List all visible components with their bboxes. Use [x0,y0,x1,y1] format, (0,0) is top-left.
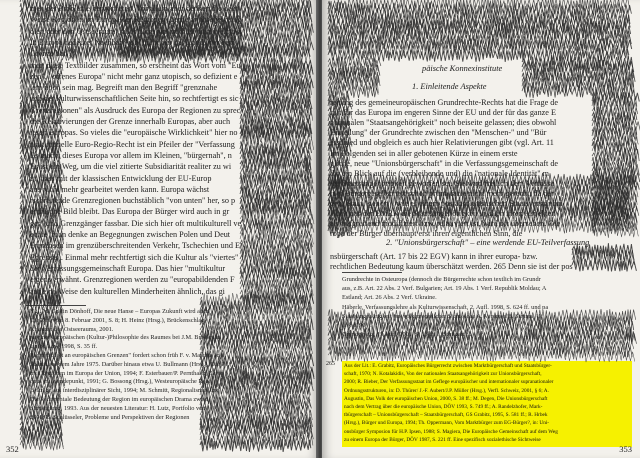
footnote-line: Staatsangehörigkeit aus völkerrechtlicher Sicht siehe A. Verdross/B. Simma, Ui [342,312,543,320]
pen-scribble [240,237,313,251]
pen-scribble [572,258,636,271]
highlighted-footnote-line: zu einem Europa der Bürger, DÖV 1987, S. 221 ff. Eine spezifisch sozialethische Sichtweise [344,436,541,443]
right-page-number: 353 [619,444,632,454]
footnote-line: Partnerschaft an europäischen Grenzen" fordert schon früh F. v. Malchus in s [30,352,224,359]
body-line: eigens erwähnt. Grenzregionen werden zu "europabildenden F [30,275,235,285]
pen-scribble [328,105,349,118]
footnote-line: Kulturen des Ostseeraums, 2001. [30,325,114,333]
left-page [0,0,318,458]
footnote-line: Union Law, 1998, S. 35 ff. [30,343,98,351]
highlighted-footnote-line: nach dem Vertrag über die europäische Union, DÖV 1993, S. 749 ff.; A. Randelzhofer, Mark- [344,404,543,410]
body-line: die Relativierungen der Grenze innerhalb Europas, aber auch [30,117,231,126]
footnote-number: 265 [326,361,335,367]
highlighted-footnote-line: Ordnungsstrukturen, in: D. Thürer/ J.-F. Aubert/J.P. Müller (Hrsg.), Verfl. Schweiz, 2001, § 6; A. [344,387,549,394]
running-head: päische Konnexinstitute [422,64,503,73]
footnote-line: Estland; Art. 26 Abs. 2 Verf. Ukraine. [342,294,437,302]
footnote-line: Die kontinentale Bedeutung der Region im europäischen Drama zwisc [30,396,208,403]
body-line: Es ist ein Weg, um die viel zitierte Subsidiarität realiter zu wi [30,162,232,172]
section-1-heading: 1. Einleitende Aspekte [412,82,487,91]
body-line: Auch das der EMRK die Staatsangehörigkeit in allen ihren Aspekten [330,209,556,219]
body-line: iesen Europas. So vieles die "europäische Wirklichkeit" hier no [30,128,238,138]
left-page-number: 352 [6,444,19,454]
body-line: ger" und Grenzgänger fassbar. Die sich hier oft multikulturell ve [30,218,242,228]
body-line: reitung des gemeineuropäischen Grundrechte-Rechts hat die Frage de [330,98,559,107]
highlighted-footnote-line: 2000; R. Bieber, Der Verfassungsstaat im Geflege europäischer und internationaler supranationaler [344,379,554,386]
footnote-line: Beiträge aus interdisziplinärer Sicht, 1994; M. Schmitt, Regionalismus und [30,387,220,395]
right-scribble-overlay [322,0,640,458]
pen-scribble [240,227,311,241]
body-line: zen", "offenes Europa" nicht mehr ganz utopisch, so defizient e [30,71,238,81]
footnote-line: Vgl. M. Gräfin Dönhoff, Die neue Hanse – Europas Zukunft wird auch [30,308,209,315]
body-line: nationalen "Staatsangehörigkeit" noch beiseite gelassen; dies obwohl [330,118,557,128]
body-line: gliche, neue "Unionsbürgerschaft" in die Verfassungsgemeinschaft de [330,158,559,168]
body-line: Im Folgenden sei in aller gebotenen Kürze in einem erste [330,148,518,158]
highlighted-footnote-line: Aus der Lit.: E. Grabitz, Europäisches Bürgerrecht zwischen Marktbürgerschaft und Staatsbürger- [344,363,552,369]
body-line: lem noch sein mag. Begreift man den Begriff "grenznahe [30,83,218,93]
body-line: ropa der Bürger überhaupt erst ihren eigentlichen Sinn, die [330,229,523,239]
footnote-line: Schrift aus dem Jahre 1975. Darüber hinaus etwa U. Bullmann (Hrsg.), Die P [30,360,225,368]
highlighted-footnote-line: Augustin, Das Volk der europäischen Union, 2000, S. 38 ff.; M. Degen, Die Unionsbürgerschaft [344,395,548,402]
body-line: nsbürgerschaft (Art. 17 bis 22 EGV) kann in ihrer europa- bzw. [330,252,538,261]
highlighted-footnote-line: (Hrsg.), Bürger und Europa, 1994; Th. Oppermann, Vom Marktbürger zum EG-Bürger?, in: Uni- [344,420,550,427]
body-line: Weise Regionen im Europa der Regionen) gerne an ihre jeweilig [30,15,242,25]
body-line: auf eine Weise den kulturellen Minderheiten ähnlich, das gi [30,286,225,296]
body-line: Grenze hat(?) [30,49,75,59]
body-line: rechtlichen Bedeutung kaum überschätzt werden. 265 Denn sie ist der pos [330,262,573,272]
highlighted-footnote-line: tbürgerschaft – Unionsbürgerschaft – Staatsbürgerschaft, GS Grabitz, 1995, S. 581 ff.; R. Hrbek [344,412,548,419]
body-line: Einteilung" der Grundrechte zwischen den "Menschen-" und "Bür [330,128,547,138]
body-line: aus nicht mehr gearbeitet werden kann. Europa wächst [30,184,210,194]
footnote-line: me: Regionen im Europa der Union, 1994; F. Esterbauer/P. Pernthaler, Europ [30,369,225,377]
body-line: rschreitende Grenzregionen buchstäblich "von unten" her, so p [30,196,236,206]
body-line: ige Staatsangehörigkeit geworfen sei. Sie wird freilich dem Verfassu [330,178,555,188]
section-2-heading: 2. "Unionsbürgerschaft" – eine werdende EU-Teilverfassung [386,238,590,247]
right-page [322,0,640,458]
body-line: iner Bürgergesellschaft schon prima facie nicht mehr gerecht, da der [330,188,554,198]
body-line: erschied und obgleich es auch hier Relativierungen gibt (vgl. Art. 11 [330,138,554,148]
body-line: als tiefgreifend modifiziert bzw. relativiert ist, wird oft übersehen. Gle [330,219,561,229]
footnote-line: Grundrechte in Osteuropa (dennoch die Bürgerrechte schon textlich im Grundr [342,276,541,283]
footnote-line: Grundgesetz, 15 Aufl. 2001, S. 13 ff. ... Stuttgart ... [342,331,471,339]
body-line: nstitutionelle Euro-Regio-Recht ist ein Pfeiler der "Verfassung [30,139,235,149]
body-line: olen oder den Ostseeraum), aber nicht nur an diese unmittelbar a [30,26,242,36]
footnote-line: ... § 1190 ... [342,322,372,329]
body-line: man diese Textbilder zusammen, so erscheint das Wort vom "Eu [30,60,241,70]
body-line: der Verfassungsgemeinschaft Europa. Das hier "multikultur [30,263,226,273]
footnote-line: 2000; B. Schlüsseler, Probleme und Perspektiven der Regionen [30,413,190,421]
body-line: ut, dass mit der klassischen Entwicklung der EU-Europ [30,173,212,183]
body-line: men der Probleme hervortreten. Vor allem aber denken die deut [30,4,238,13]
footnote-line: Häberle, Verfassungslehre als Kulturwissenschaft, 2. Aufl. 1998, S. 624 ff. und pa [342,303,549,311]
footnote-line: zu einer europäischen (Kultur-)Philosophie des Raumes bei J.M. Broekman [30,334,221,342]
body-line: dem Staat "gehört", wie es einem postabsolutistischen Staatsverständni [330,199,563,208]
body-line: echte (man denke an Begegnungen zwischen Polen und Deut [30,230,231,239]
highlighted-footnote-line: onsbürger Symposion für H.P. Ipsen, 1988; S. Magiera, Die Europäische Gemeinschaft auf dem Weg [344,428,558,435]
body-line: In Europa bedeutet Nachbar wohl nicht nur das Land, mit dem [30,37,235,47]
footnote-line: onus im Wendepunkt, 1991; G. Bossong (Hrsg.), Westeuropäische Regi [30,378,211,386]
body-line: Egrensis). Einmal mehr rechtfertigt sich die Kultur als "viertes" [30,252,239,262]
body-line: Es macht dieses Europa vor allem im Kleinen, "bürgernah", n [30,150,232,160]
body-line: die ein Blick auf die (verbleibende und) die "nationale Identität" m [330,168,550,178]
body-line: raft für das Europa im engeren Sinne der EU und der für das ganze E [330,108,556,118]
left-scribble-overlay [0,0,318,458]
footnote-line: aus, z.B. Art. 22 Abs. 2 Verf. Bulgarien; Art. 19 Abs. 1 Verf. Republik Moldau; A [342,285,547,293]
body-line: Grenzregionen" als Ausdruck des Europa der Regionen zu sprec [30,105,241,115]
highlighted-footnote-line: schaft, 1970; N. Kotalakidis, Von der nationalen Staatsangehörigkeit zur Unionsbürgerschaft, [344,371,542,378]
footnote-line: Sinnstiftung, 1993. Aus der neuesten Literatur: H. Lutz, Portfolio von [30,404,206,412]
pen-scribble [522,60,634,74]
body-line: Franzosen im grenzüberschreitenden Verkehr, Tschechien und E [30,241,241,251]
footnote-line: Die Zeit vom 8. Februar 2001, S. 8; H. Heinz (Hrsg.), Brückenschlag [30,316,205,324]
body-line: uch der kulturwissenschaftlichen Seite hin, so rechtfertigt es sic [30,94,239,104]
body-line: erchische Bild bleibt. Das Europa der Bürger wird auch in gr [30,207,230,217]
